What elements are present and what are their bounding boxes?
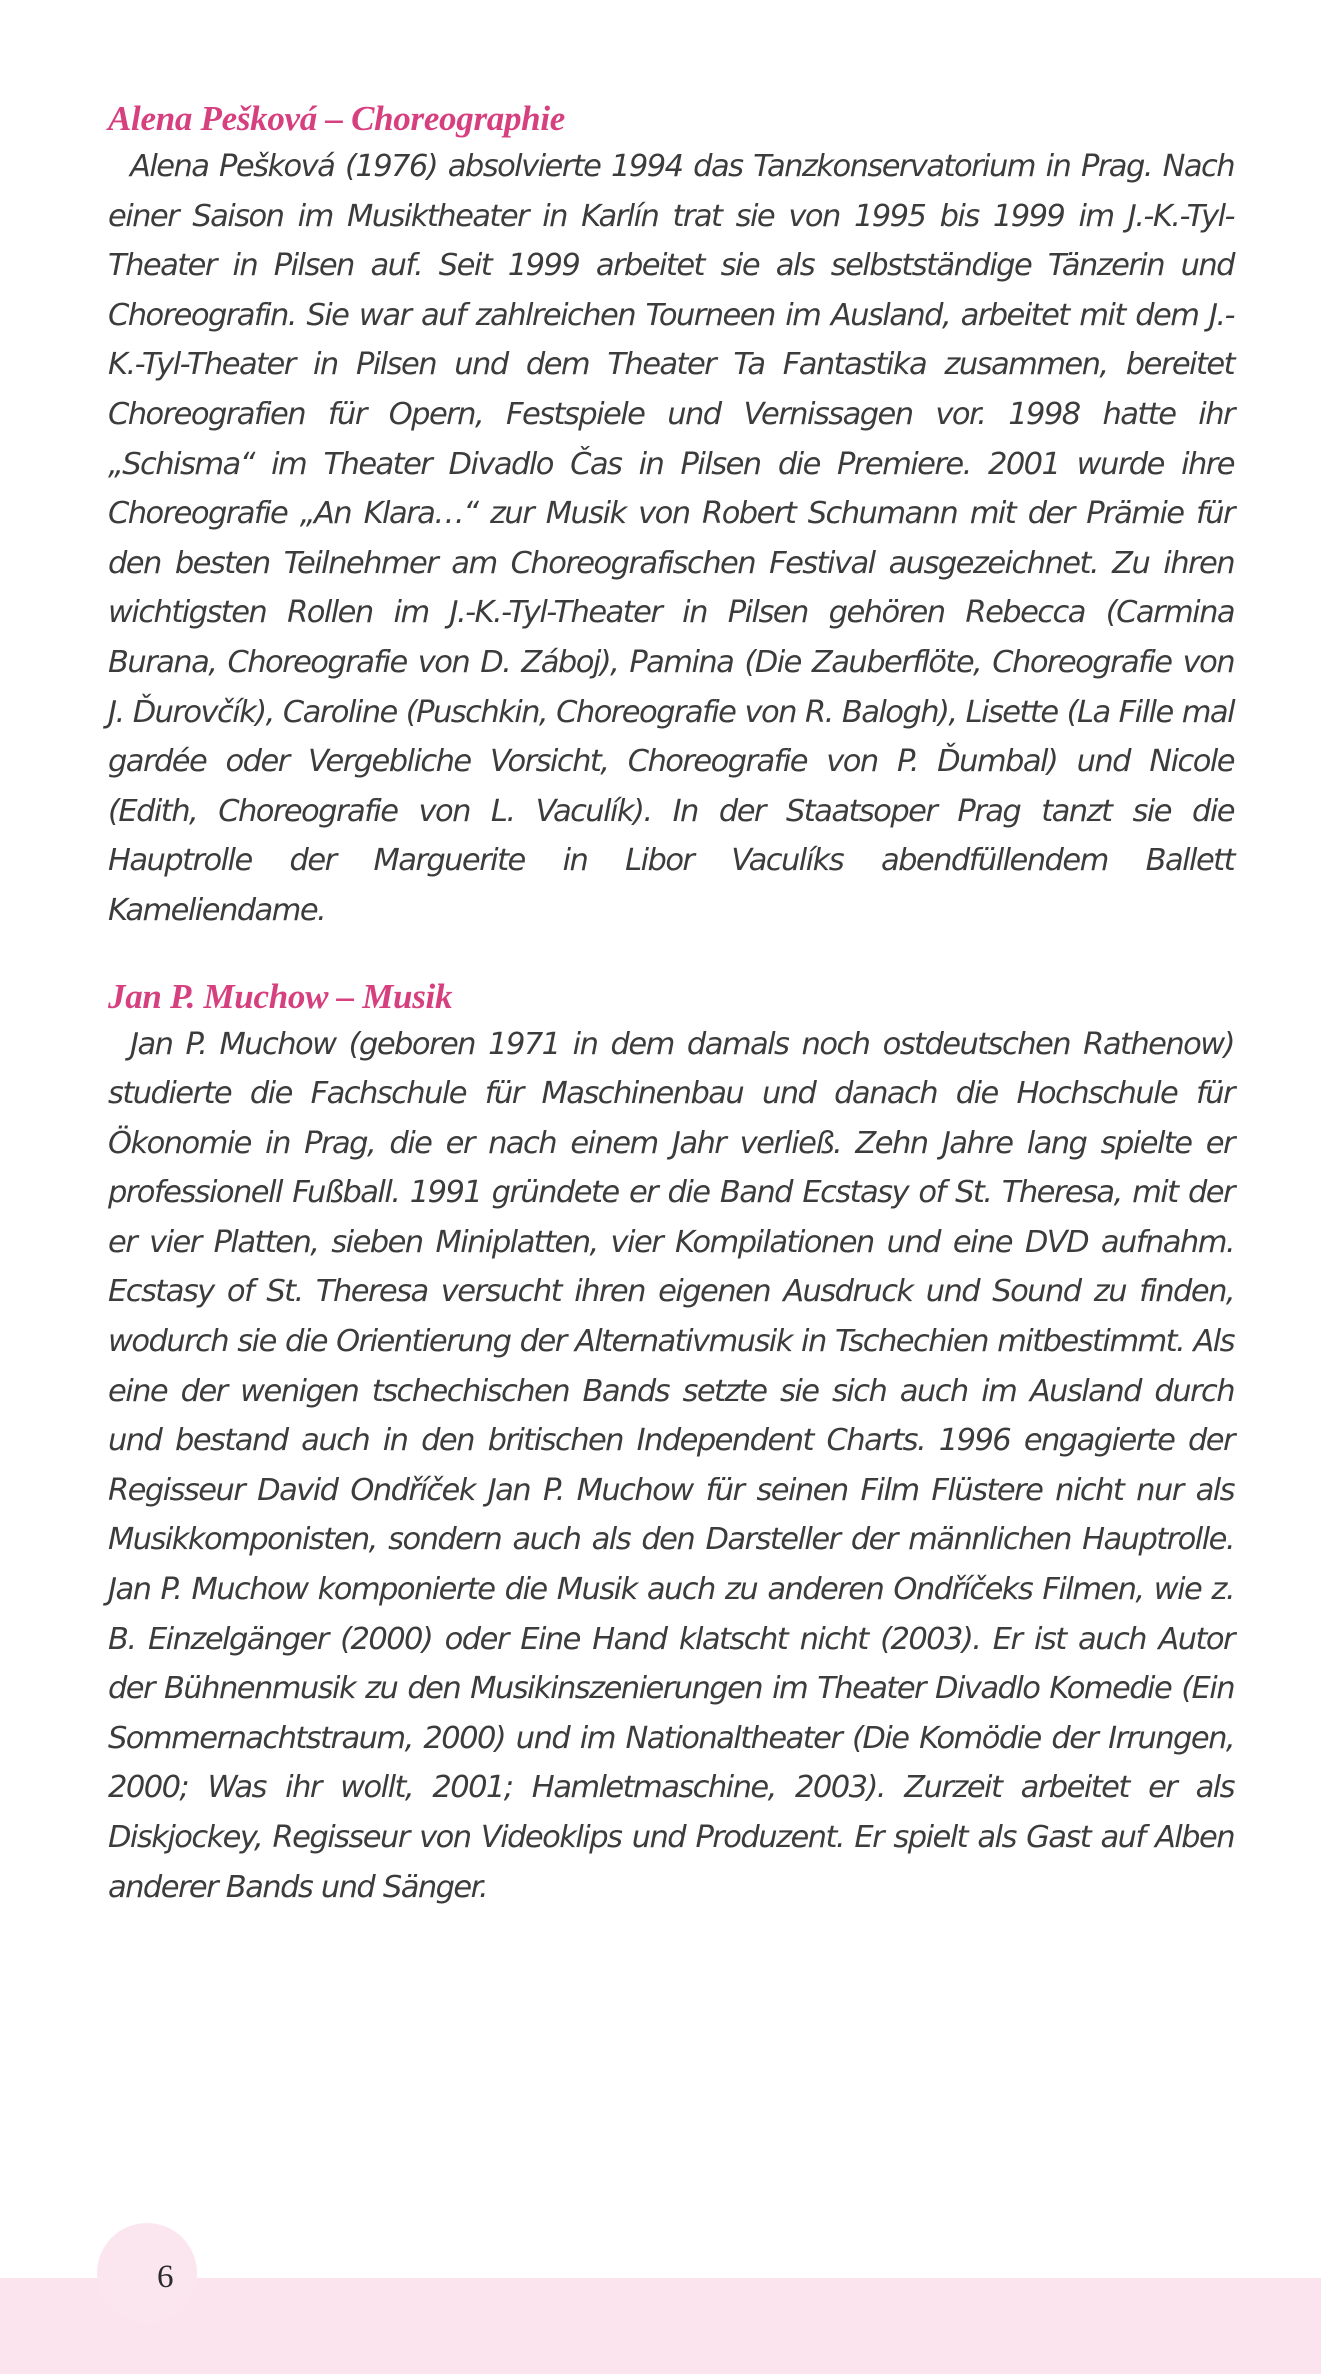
page-content [108,96,1234,1950]
page-number: 6 [157,2259,174,2295]
bio-section-choreography [108,96,1234,936]
footer-band [0,2278,1321,2374]
section-body: Jan P. Muchow (geboren 1971 in dem damals noch ostdeutschen Rathenow) studierte die Fachschule für Maschinenbau und danach die Hochschule für Ökonomie in Prag, die er nach einem Jahr verließ. Zehn Jahre lang spielte er professionell Fußball. 1991 gründete er die Band Ecstasy of St. Theresa, mit der er vier Platten, sieben Miniplatten, vier Kompilationen und eine DVD aufnahm. Ecstasy of St. Theresa versucht ihren eigenen Ausdruck und Sound zu finden, wodurch sie die Orientierung der Alternativmusik in Tschechien mitbestimmt. Als eine der wenigen tschechischen Bands setzte sie sich auch im Ausland durch und bestand auch in den britischen Independent Charts. 1996 engagierte der Regisseur David Ondříček Jan P. Muchow für seinen Film Flüstere nicht nur als Musikkomponisten, sondern auch als den Darsteller der männlichen Hauptrolle. Jan P. Muchow komponierte die Musik auch zu anderen Ondříčeks Filmen, wie z. B. Einzelgänger (2000) oder Eine Hand klatscht nicht (2003). Er ist auch Autor der Bühnenmusik zu den Musikinszenierungen im Theater Divadlo Komedie (Ein Sommernachtstraum, 2000) und im Nationaltheater (Die Komödie der Irrungen, 2000; Was ihr wollt, 2001; Hamletmaschine, 2003). Zurzeit arbeitet er als Diskjockey, Regisseur von Videoklips und Produzent. Er spielt als Gast auf Alben anderer Bands und Sänger. [108,1026,1234,1905]
section-heading: Alena Pešková – Choreographie [108,99,565,138]
page-number-tab [97,2223,197,2323]
bio-section-music [108,974,1234,1913]
section-heading: Jan P. Muchow – Musik [108,976,453,1016]
section-body: Alena Pešková (1976) absolvierte 1994 das Tanzkonservatorium in Prag. Nach einer Saison im Musiktheater in Karlín trat sie von 1995 bis 1999 im J.-K.-Tyl-Theater in Pilsen auf. Seit 1999 arbeitet sie als selbstständige Tänzerin und Choreografin. Sie war auf zahlreichen Tourneen im Ausland, arbeitet mit dem J.-K.-Tyl-Theater in Pilsen und dem Theater Ta Fantastika zusammen, bereitet Choreografien für Opern, Festspiele und Vernissagen vor. 1998 hatte ihr „Schisma“ im Theater Divadlo Čas in Pilsen die Premiere. 2001 wurde ihre Choreografie „An Klara…“ zur Musik von Robert Schumann mit der Prämie für den besten Teilnehmer am Choreografischen Festival ausgezeichnet. Zu ihren wichtigsten Rollen im J.-K.-Tyl-Theater in Pilsen gehören Rebecca (Carmina Burana, Choreografie von D. Záboj), Pamina (Die Zauberflöte, Choreografie von J. Ďurovčík), Caroline (Puschkin, Choreografie von R. Balogh), Lisette (La Fille mal gardée oder Vergebliche Vorsicht, Choreografie von P. Ďumbal) und Nicole (Edith, Choreografie von L. Vaculík). In der Staatsoper Prag tanzt sie die Hauptrolle der Marguerite in Libor Vaculíks abendfüllendem Ballett Kameliendame. [108,149,1234,928]
